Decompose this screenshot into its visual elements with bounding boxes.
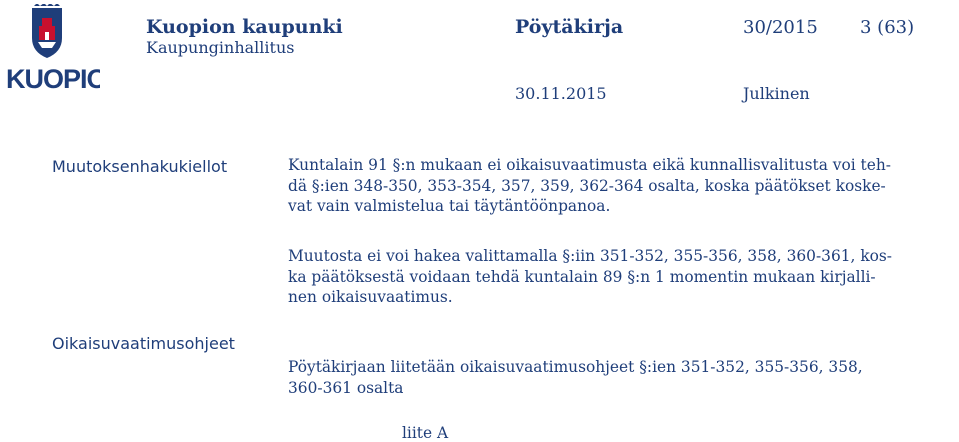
section-label-rectification-instructions: Oikaisuvaatimusohjeet — [52, 334, 235, 353]
text-line: Muutosta ei voi hakea valittamalla §:iin 351-352, 355-356, 358, 360-361, kos- — [288, 247, 893, 265]
text-line: nen oikaisuvaatimus. — [288, 288, 453, 306]
attachment-reference: liite A — [402, 424, 449, 442]
document-type: Pöytäkirja — [515, 16, 624, 38]
coat-of-arms-icon — [4, 4, 100, 96]
svg-text:KUOPIO: KUOPIO — [6, 64, 100, 94]
appeal-restrictions-paragraph-1 — [288, 155, 956, 217]
document-number: 30/2015 — [743, 17, 818, 38]
rectification-paragraph — [288, 357, 956, 398]
text-line: vat vain valmistelua tai täytäntöönpanoa. — [288, 197, 611, 215]
text-line: Pöytäkirjaan liitetään oikaisuvaatimusohjeet §:ien 351-352, 355-356, 358, — [288, 358, 863, 376]
text-line: 360-361 osalta — [288, 378, 404, 397]
meeting-date: 30.11.2015 — [515, 84, 607, 103]
page-number: 3 (63) — [860, 17, 915, 38]
text-line: dä §:ien 348-350, 353-354, 357, 359, 362-364 osalta, koska päätökset koske- — [288, 176, 886, 195]
kuopio-logo — [4, 4, 100, 96]
text-line: ka päätöksestä voidaan tehdä kuntalain 89 §:n 1 momentin mukaan kirjalli- — [288, 267, 876, 286]
organization-name: Kuopion kaupunki — [146, 16, 343, 38]
appeal-restrictions-paragraph-2 — [288, 246, 956, 308]
department-name: Kaupunginhallitus — [146, 38, 295, 57]
section-label-appeal-restrictions: Muutoksenhakukiellot — [52, 157, 228, 176]
visibility-status: Julkinen — [743, 84, 810, 103]
text-line: Kuntalain 91 §:n mukaan ei oikaisuvaatimusta eikä kunnallisvalitusta voi teh- — [288, 156, 891, 174]
